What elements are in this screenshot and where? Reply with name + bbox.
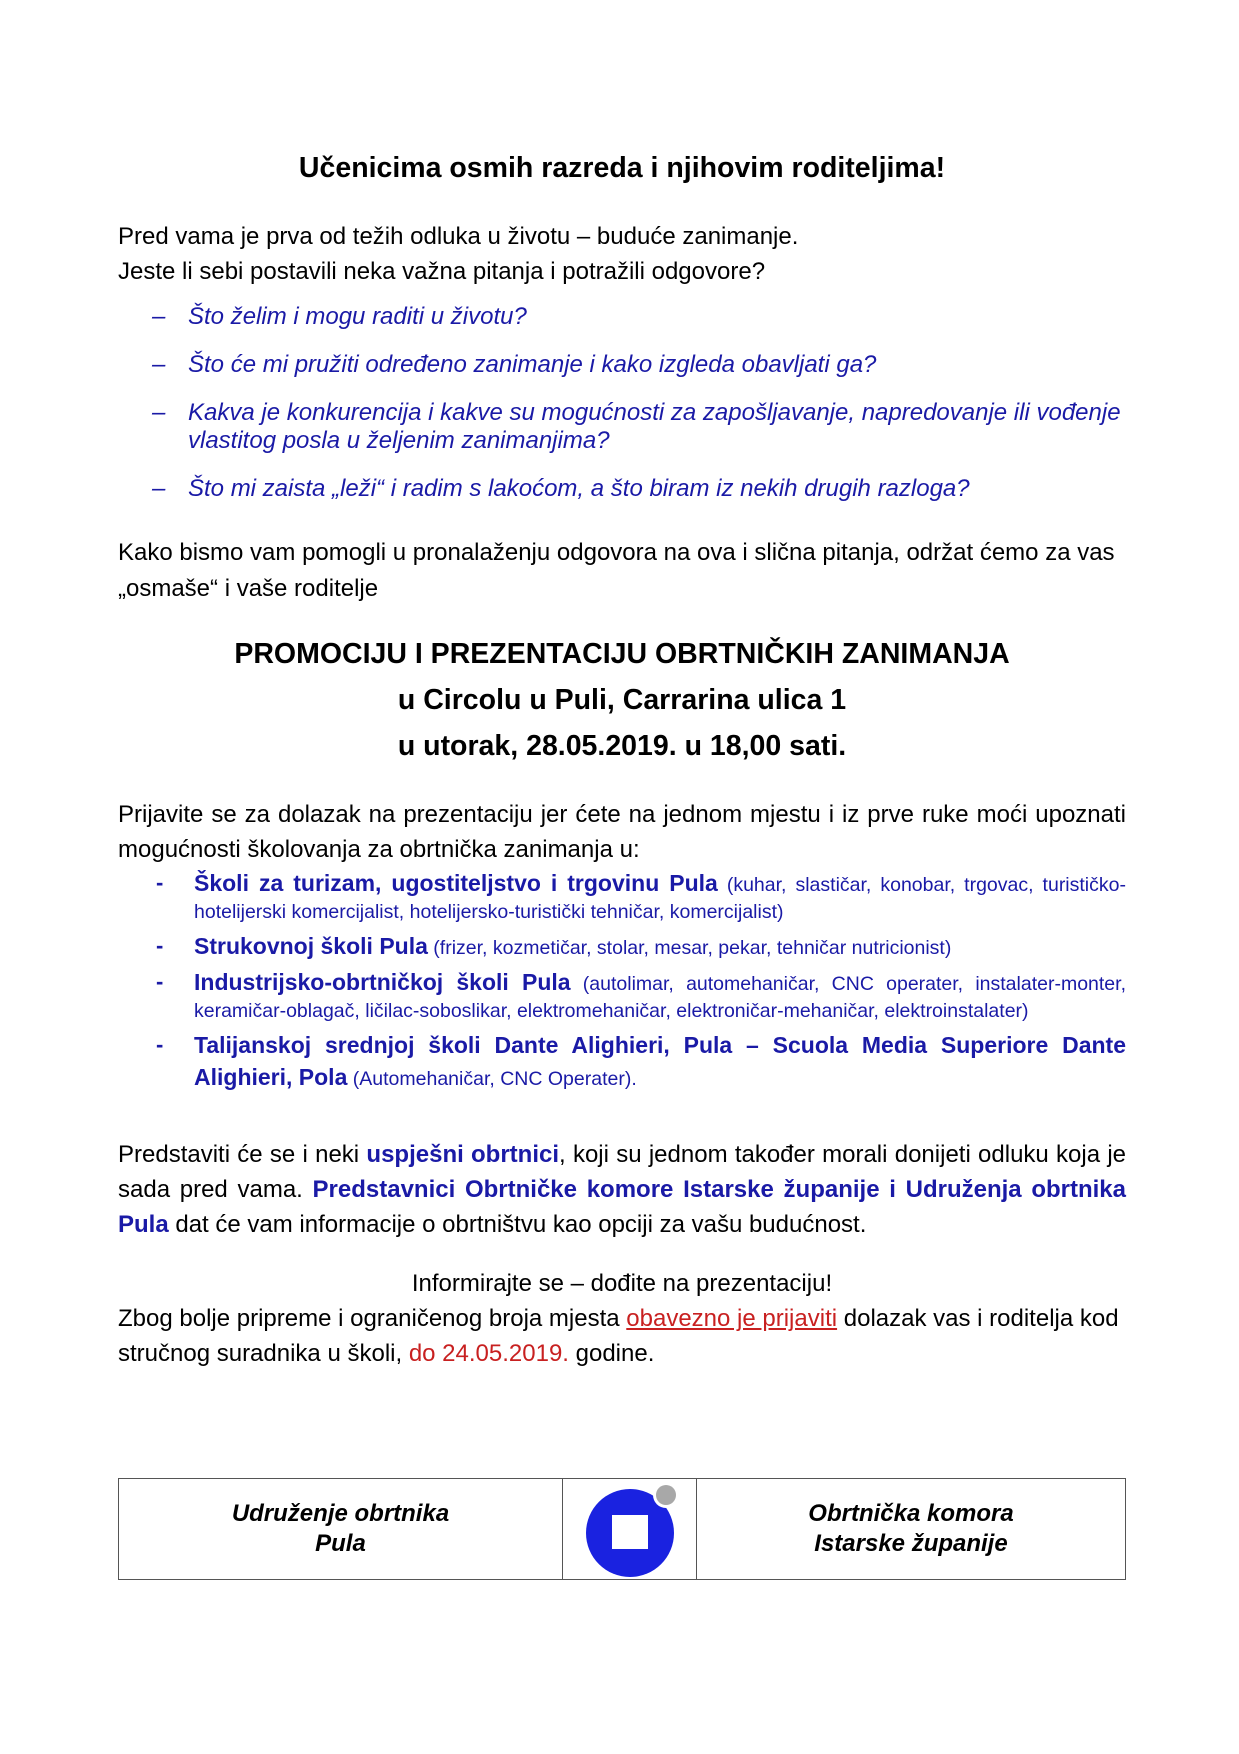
footer-left-line-1: Udruženje obrtnika xyxy=(231,1500,450,1527)
footer-logo-cell xyxy=(563,1479,697,1579)
info-text: godine. xyxy=(568,1340,655,1367)
question-item xyxy=(152,351,1126,379)
footer-right-line-1: Obrtnička komora xyxy=(808,1500,1014,1527)
event-title: PROMOCIJU I PREZENTACIJU OBRTNIČKIH ZANIMANJA xyxy=(234,638,1010,670)
intro-line-2: Jeste li sebi postavili neka važna pitanja i potražili odgovore? xyxy=(118,258,766,285)
school-bullet: - xyxy=(156,870,164,895)
school-detail: (kuhar, slastičar, konobar, trgovac, turističko-hotelijerski komercijalist, hotelijersko-turistički tehničar, komercijalist) xyxy=(194,874,1126,923)
info-deadline: do 24.05.2019. xyxy=(408,1340,569,1367)
footer-left-cell xyxy=(119,1479,563,1579)
school-item xyxy=(156,867,1126,926)
footer-right-line-2: Istarske županije xyxy=(814,1530,1008,1557)
school-bullet: - xyxy=(156,969,164,994)
event-location: u Circolu u Puli, Carrarina ulica 1 xyxy=(397,684,847,716)
question-dash: – xyxy=(152,303,166,330)
school-bullet: - xyxy=(156,933,164,958)
question-text: Što želim i mogu raditi u životu? xyxy=(188,303,527,330)
footer-left-line-2: Pula xyxy=(315,1530,366,1557)
questions-list xyxy=(118,303,1126,503)
info-block xyxy=(118,1266,1126,1371)
question-text: Što mi zaista „leži“ i radim s lakoćom, a što biram iz nekih drugih razloga? xyxy=(188,475,970,502)
closing-text: Predstaviti će se i neki xyxy=(118,1141,367,1168)
schools-list xyxy=(118,867,1126,1093)
logo-dot xyxy=(656,1485,676,1505)
school-item xyxy=(156,930,1126,962)
intro xyxy=(118,219,1126,289)
school-item xyxy=(156,966,1126,1025)
question-item xyxy=(152,475,1126,503)
footer-table xyxy=(118,1478,1126,1580)
info-text: dolazak vas i roditelja kod stručnog suradnika u školi, xyxy=(118,1305,1119,1367)
school-bullet: - xyxy=(156,1032,164,1057)
event-date: u utorak, 28.05.2019. u 18,00 sati. xyxy=(397,730,847,762)
school-name: Školi za turizam, ugostiteljstvo i trgovinu Pula xyxy=(194,870,718,896)
question-dash: – xyxy=(152,399,166,426)
info-headline: Informirajte se – dođite na prezentaciju! xyxy=(411,1270,833,1297)
signup-paragraph: Prijavite se za dolazak na prezentaciju jer ćete na jednom mjestu i iz prve ruke moći upoznati mogućnosti školovanja za obrtnička zanimanja u: xyxy=(118,801,1126,863)
footer-right-cell xyxy=(697,1479,1125,1579)
closing-text: , koji su jednom također morali donijeti odluku koja je sada pred vama. xyxy=(118,1141,1126,1203)
question-text: Što će mi pružiti određeno zanimanje i kako izgleda obavljati ga? xyxy=(188,351,877,378)
intro-line-1: Pred vama je prva od težih odluka u životu – buduće zanimanje. xyxy=(118,223,799,250)
info-text: Zbog bolje pripreme i ograničenog broja mjesta xyxy=(118,1305,627,1332)
chamber-logo-icon xyxy=(578,1481,682,1577)
info-paragraph xyxy=(118,1301,1126,1371)
question-item xyxy=(152,399,1126,455)
question-item xyxy=(152,303,1126,331)
closing-highlight: uspješni obrtnici xyxy=(366,1141,560,1168)
logo-square xyxy=(612,1515,648,1549)
event-announcement xyxy=(118,631,1126,769)
school-name: Strukovnoj školi Pula xyxy=(194,933,428,959)
school-name: Talijanskoj srednjoj školi Dante Alighieri, Pula – Scuola Media Superiore Dante Alighieri, Pola xyxy=(194,1032,1126,1090)
school-detail: (autolimar, automehaničar, CNC operater, instalater-monter, keramičar-oblagač, ličilac-soboslikar, elektromehaničar, elektroničar-mehaničar, elektroinstalater) xyxy=(194,973,1126,1022)
school-detail: (Automehaničar, CNC Operater). xyxy=(347,1068,637,1090)
closing-text: dat će vam informacije o obrtništvu kao opciji za vašu budućnost. xyxy=(168,1211,867,1238)
school-item xyxy=(156,1029,1126,1093)
closing-highlight: Predstavnici Obrtničke komore Istarske županije i Udruženja obrtnika Pula xyxy=(118,1176,1126,1238)
closing-paragraph xyxy=(118,1137,1126,1242)
page-title: Učenicima osmih razreda i njihovim roditeljima! xyxy=(298,152,946,184)
question-dash: – xyxy=(152,475,166,502)
document-page xyxy=(118,150,1126,1371)
school-detail: (frizer, kozmetičar, stolar, mesar, pekar, tehničar nutricionist) xyxy=(427,937,952,959)
question-dash: – xyxy=(152,351,166,378)
lead-paragraph: Kako bismo vam pomogli u pronalaženju odgovora na ova i slična pitanja, održat ćemo za vas „osmaše“ i vaše roditelje xyxy=(118,539,1115,602)
question-text: Kakva je konkurencija i kakve su mogućnosti za zapošljavanje, napredovanje ili vođenje vlastitog posla u željenim zanimanjima? xyxy=(188,399,1121,454)
info-mandatory: obavezno je prijaviti xyxy=(626,1305,838,1332)
school-name: Industrijsko-obrtničkoj školi Pula xyxy=(194,969,571,995)
